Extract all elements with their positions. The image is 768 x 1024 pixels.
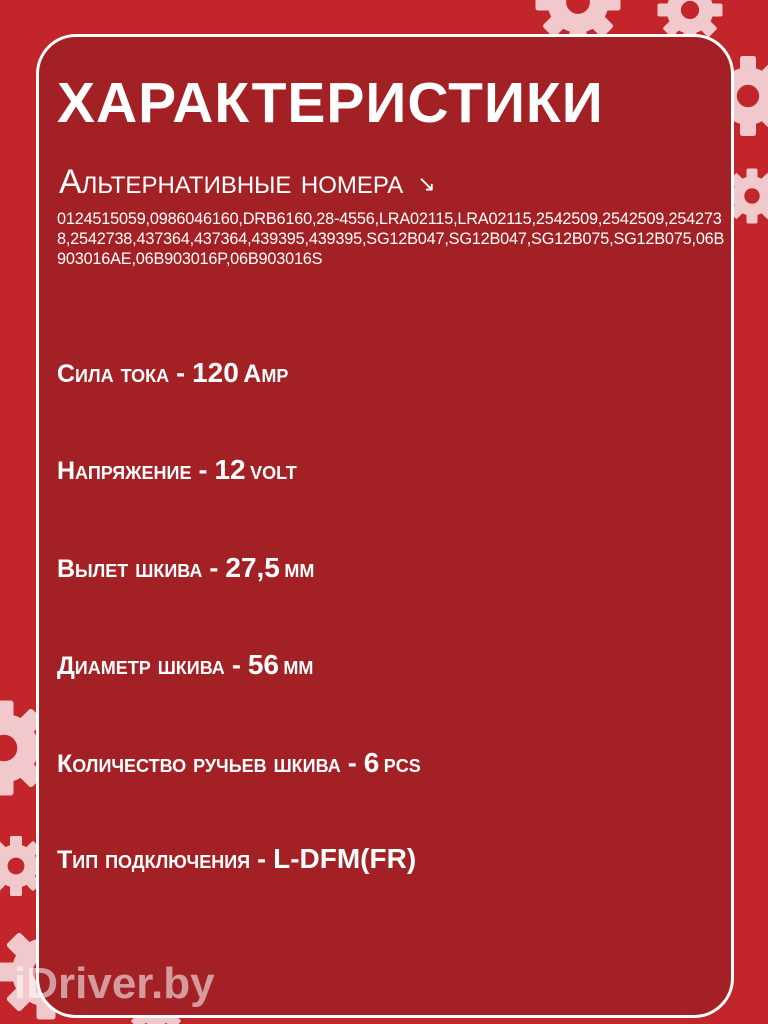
spec-voltage (57, 456, 297, 484)
spec-pulley-offset (57, 554, 314, 582)
spec-unit: мм (283, 652, 314, 680)
spec-label: Напряжение (57, 457, 192, 485)
spec-unit: Amp (243, 360, 289, 388)
spec-unit: мм (284, 555, 315, 583)
spec-value: 27,5 (225, 552, 280, 583)
spec-pulley-diameter (57, 651, 313, 679)
spec-pulley-grooves (57, 749, 421, 777)
specs-card (36, 34, 734, 1018)
spec-label: Вылет шкива (57, 555, 203, 583)
spec-separator: - (209, 553, 219, 583)
spec-separator: - (257, 844, 267, 874)
spec-connection-type (57, 845, 416, 873)
spec-label: Сила тока (57, 360, 170, 388)
spec-value: 120 (192, 357, 239, 388)
arrow-down-right-icon: ↘ (417, 171, 436, 197)
spec-value: 12 (214, 454, 246, 485)
spec-label: Диаметр шкива (57, 652, 225, 680)
alternative-numbers-label: Альтернативные номера (59, 163, 404, 201)
spec-separator: - (231, 650, 241, 680)
spec-separator: - (347, 748, 357, 778)
spec-value: 56 (247, 649, 279, 680)
spec-value: L-DFM(FR) (273, 843, 417, 874)
spec-value: 6 (363, 747, 380, 778)
spec-separator: - (176, 358, 186, 388)
spec-unit: pcs (383, 750, 421, 778)
spec-separator: - (198, 455, 208, 485)
alternative-numbers-list: 0124515059,0986046160,DRB6160,28-4556,LRA02115,LRA02115,2542509,2542509,2542738,2542738,437364,437364,439395,439395,SG12B047,SG12B047,SG12B075,SG12B075,06B903016AE,06B903016P,06B903016S (57, 210, 725, 268)
page-title: ХАРАКТЕРИСТИКИ (57, 71, 604, 135)
spec-current (57, 359, 288, 387)
spec-unit: volt (250, 457, 297, 485)
watermark-text: iDriver.by (14, 959, 215, 1008)
alternative-numbers-heading (59, 165, 436, 199)
spec-label: Количество ручьев шкива (57, 750, 341, 778)
spec-label: Тип подключения (57, 846, 251, 874)
